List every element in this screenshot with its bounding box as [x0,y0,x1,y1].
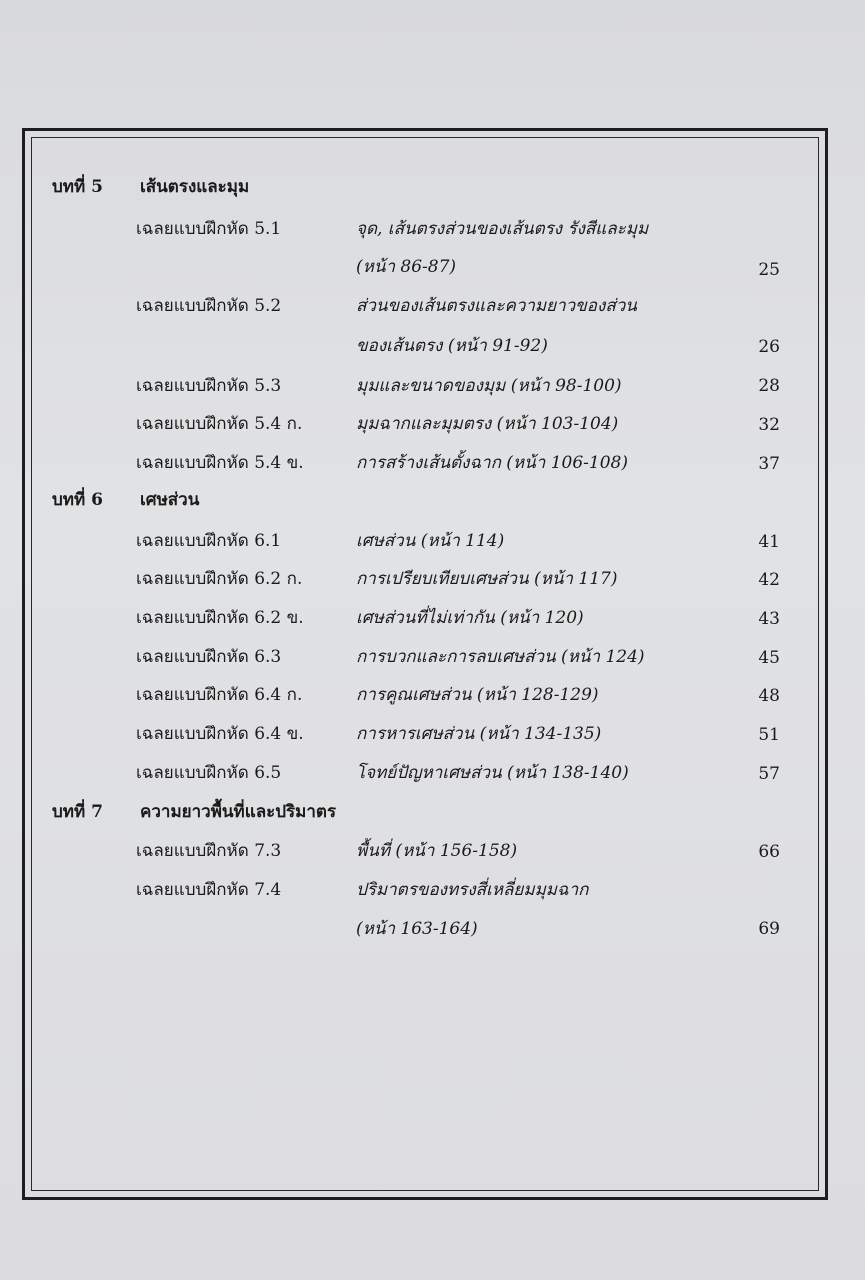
page-number: 43 [758,609,780,629]
page-number: 51 [758,725,780,745]
page-number: 28 [758,376,780,396]
exercise-title-cont: (หน้า 163-164) [356,919,478,939]
exercise-title: การสร้างเส้นตั้งฉาก (หน้า 106-108) [356,453,628,473]
chapter-title: เส้นตรงและมุม [140,177,250,197]
exercise-title: การบวกและการลบเศษส่วน (หน้า 124) [356,647,645,667]
exercise-label: เฉลยแบบฝึกหัด 6.1 [136,531,282,551]
exercise-title: ส่วนของเส้นตรงและความยาวของส่วน [356,296,637,316]
exercise-title: การหารเศษส่วน (หน้า 134-135) [356,724,602,744]
exercise-title-cont: (หน้า 86-87) [356,257,457,277]
chapter-number: บทที่ 7 [52,802,103,822]
exercise-title: มุมฉากและมุมตรง (หน้า 103-104) [356,414,619,434]
exercise-title-cont: ของเส้นตรง (หน้า 91-92) [356,336,548,356]
exercise-label: เฉลยแบบฝึกหัด 7.3 [136,841,282,861]
exercise-title: มุมและขนาดของมุม (หน้า 98-100) [356,376,622,396]
exercise-label: เฉลยแบบฝึกหัด 6.3 [136,647,282,667]
exercise-title: การเปรียบเทียบเศษส่วน (หน้า 117) [356,569,618,589]
chapter-heading [52,801,336,823]
chapter-number: บทที่ 6 [52,490,103,510]
page-number: 37 [758,454,780,474]
exercise-label: เฉลยแบบฝึกหัด 6.2 ก. [136,569,303,589]
exercise-label: เฉลยแบบฝึกหัด 6.4 ก. [136,685,303,705]
page-number: 25 [758,260,780,280]
chapter-heading [52,176,249,198]
exercise-label: เฉลยแบบฝึกหัด 7.4 [136,880,282,900]
chapter-title: เศษส่วน [140,490,200,510]
exercise-title: พื้นที่ (หน้า 156-158) [356,841,518,861]
exercise-title: เศษส่วนที่ไม่เท่ากัน (หน้า 120) [356,608,584,628]
page-number: 66 [758,842,780,862]
page-number: 48 [758,686,780,706]
chapter-heading [52,489,199,511]
exercise-label: เฉลยแบบฝึกหัด 5.1 [136,219,282,239]
exercise-label: เฉลยแบบฝึกหัด 5.2 [136,296,282,316]
page-number: 69 [758,919,780,939]
page-number: 45 [758,648,780,668]
exercise-label: เฉลยแบบฝึกหัด 5.4 ข. [136,453,304,473]
exercise-title: การคูณเศษส่วน (หน้า 128-129) [356,685,599,705]
page-number: 32 [758,415,780,435]
page-number: 57 [758,764,780,784]
exercise-title: ปริมาตรของทรงสี่เหลี่ยมมุมฉาก [356,880,589,900]
exercise-label: เฉลยแบบฝึกหัด 6.5 [136,763,282,783]
exercise-label: เฉลยแบบฝึกหัด 6.4 ข. [136,724,304,744]
chapter-number: บทที่ 5 [52,177,103,197]
chapter-title: ความยาวพื้นที่และปริมาตร [140,802,337,822]
exercise-title: โจทย์ปัญหาเศษส่วน (หน้า 138-140) [356,763,629,783]
exercise-label: เฉลยแบบฝึกหัด 5.3 [136,376,282,396]
exercise-title: เศษส่วน (หน้า 114) [356,531,505,551]
exercise-label: เฉลยแบบฝึกหัด 6.2 ข. [136,608,304,628]
exercise-title: จุด, เส้นตรงส่วนของเส้นตรง รังสีและมุม [356,219,649,239]
page-number: 42 [758,570,780,590]
exercise-label: เฉลยแบบฝึกหัด 5.4 ก. [136,414,303,434]
page-number: 26 [758,337,780,357]
page-number: 41 [758,532,780,552]
